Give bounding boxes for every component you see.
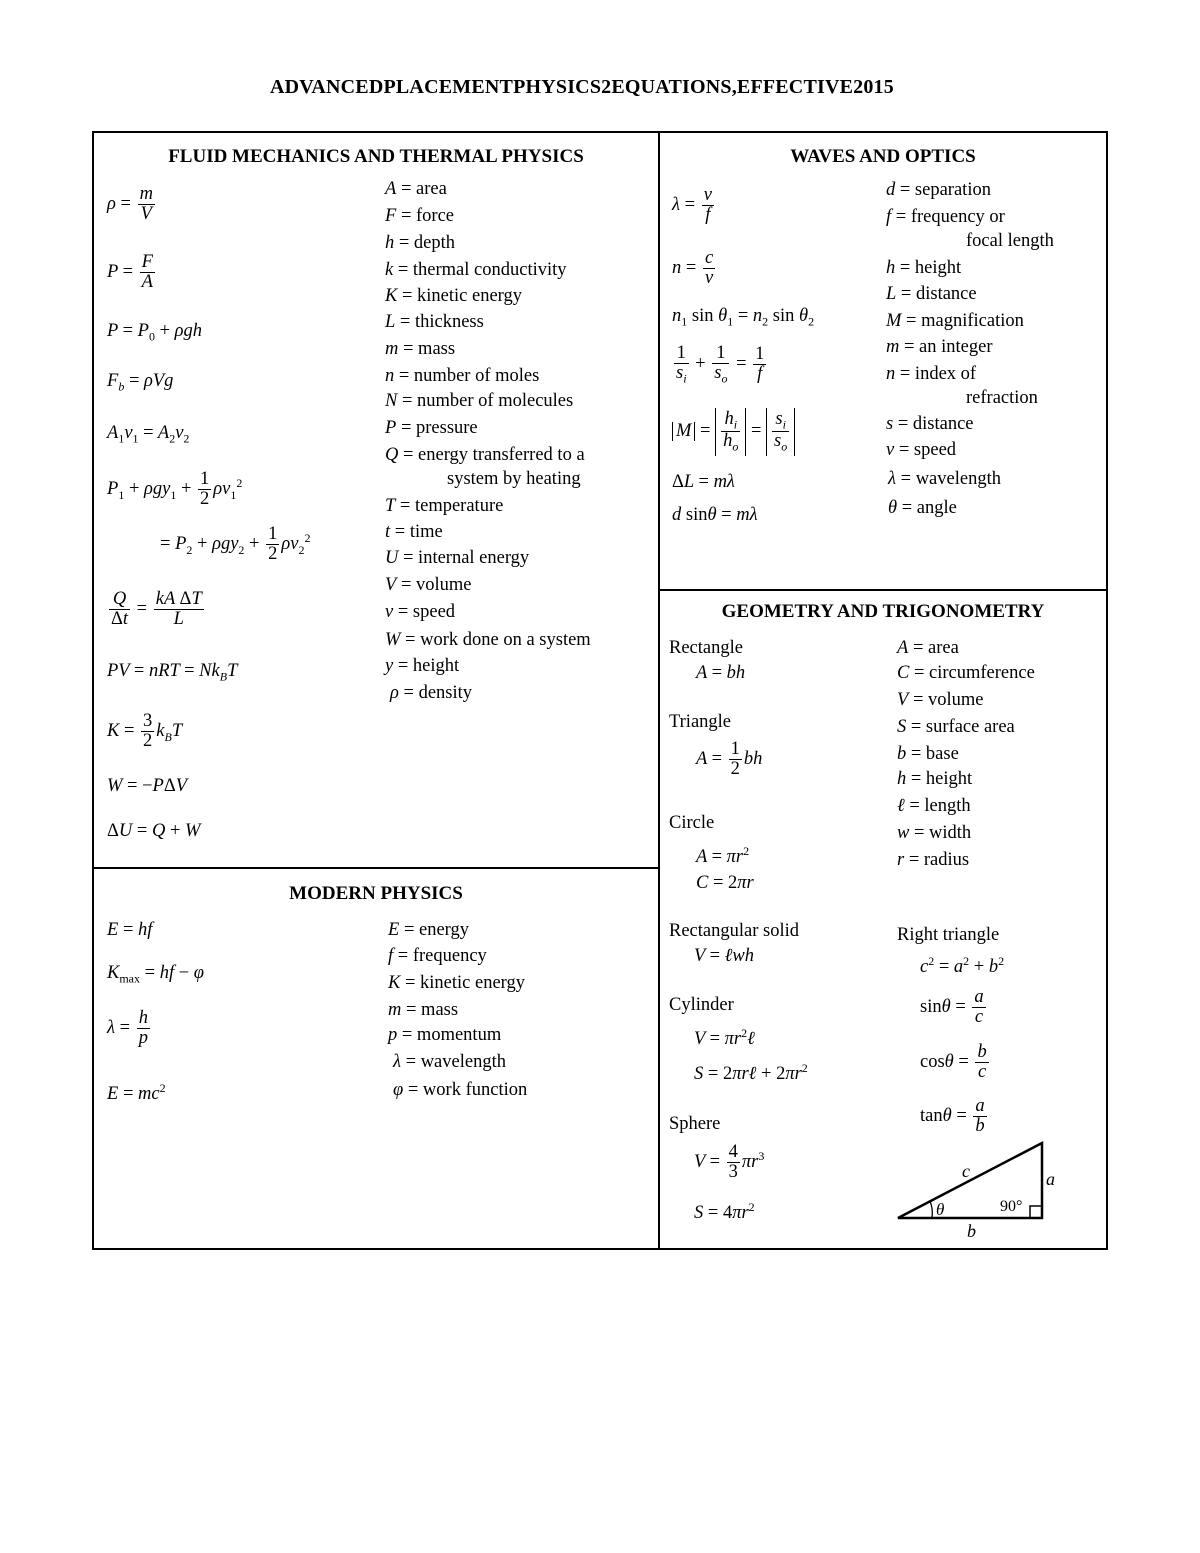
de-broglie-equation: λ = $\frac{h}{p}$ [107,1008,148,1049]
rectangular-solid-label: Rectangular solid [669,921,799,941]
path-difference-equation: ΔL = mλ [672,472,735,492]
waves-var-item: n = index of [886,364,977,384]
geometry-var-item: r = radius [897,850,970,870]
modern-heading: MODERN PHYSICS [289,883,463,904]
buoyancy-equation: $F_b = \rho Vg$ [107,371,174,394]
sphere-label: Sphere [669,1114,721,1134]
waves-var-item: d = separation [886,180,991,200]
mass-energy-equation: $E = mc^2$ [107,1081,166,1105]
tangent-equation: tanθ = $\frac{a}{b}$ [920,1096,985,1137]
waves-var-item: s = distance [886,414,974,434]
work-equation: W = −PΔV [107,776,188,796]
hypotenuse-label: c [962,1161,970,1181]
waves-var-item: M = magnification [886,311,1024,331]
photon-energy-equation: E = hf [107,920,153,940]
sphere-volume-equation: V = $\frac{4}{3}$ $\pi r^3$ [694,1142,765,1183]
sphere-surface-equation: $S = 4\pi r^2$ [694,1200,755,1224]
fluid-heading: FLUID MECHANICS AND THERMAL PHYSICS [168,146,584,167]
fluid-var-continuation: system by heating [447,469,581,489]
fluid-var-item: U = internal energy [385,548,530,568]
density-equation: ρ = $\frac{m}{V}$ [107,184,153,225]
thin-lens-equation: $\frac{1}{s_i}$ + $\frac{1}{s_o}$ = $\frac{1}{f}$ [676,343,765,387]
fluid-var-item: A = area [385,179,447,199]
geometry-var-item: V = volume [897,690,984,710]
right-triangle-label: Right triangle [897,925,1000,945]
kinetic-energy-gas-equation: K = $\frac{3}{2}$ $k_BT$ [107,711,183,752]
circle-label: Circle [669,813,715,833]
fluid-var-item: t = time [385,522,443,542]
hydrostatic-pressure-equation: $P = P_0 + \rho gh$ [107,321,203,344]
continuity-equation: $A_1v_1 = A_2v_2$ [107,423,190,446]
photoelectric-equation: $K_{max}$ = hf − φ [107,963,205,986]
cylinder-volume-equation: $V = \pi r^2\ell$ [694,1026,755,1050]
magnification-equation: M = $\frac{h_i}{h_o}$ = $\frac{s_i}{s_o}$ [672,408,795,456]
fluid-var-item: K = kinetic energy [385,286,522,306]
modern-var-item: p = momentum [388,1025,502,1045]
waves-var-item: f = frequency or [886,207,1005,227]
fluid-var-item: y = height [385,656,460,676]
fluid-var-item: k = thermal conductivity [385,260,567,280]
modern-var-item: K = kinetic energy [388,973,525,993]
theta-label: θ [936,1200,945,1219]
cylinder-label: Cylinder [669,995,734,1015]
column-divider [658,131,660,1250]
fluid-var-item: W = work done on a system [385,630,591,650]
geometry-var-item: S = surface area [897,717,1015,737]
page-title: ADVANCEDPLACEMENTPHYSICS2EQUATIONS,EFFECTIVE2015 [270,76,894,98]
snells-law-equation: $n_1$ $\sin \theta_1 = n_2$ $\sin \theta_2$ [672,306,815,329]
fluid-var-item: m = mass [385,339,456,359]
fluid-var-item: T = temperature [385,496,504,516]
geometry-var-item: A = area [897,638,959,658]
circle-area-equation: $A = \pi r^2$ [696,844,750,868]
fluid-var-item: n = number of moles [385,366,540,386]
cosine-equation: cosθ = $\frac{b}{c}$ [920,1042,987,1083]
wave-speed-equation: λ = $\frac{v}{f}$ [672,185,712,226]
waves-var-item: m = an integer [886,337,993,357]
rectangle-label: Rectangle [669,638,743,658]
cylinder-surface-equation: S = 2πrℓ + $2\pi r^2$ [694,1061,808,1085]
waves-var-continuation: focal length [966,231,1054,251]
modern-var-item: E = energy [388,920,469,940]
adjacent-side-label: b [967,1221,976,1241]
waves-var-continuation: refraction [966,388,1038,408]
waves-var-item: h = height [886,258,962,278]
pythagorean-equation: $c^2 = a^2 + b^2$ [920,954,1005,978]
fluid-var-item: v = speed [385,602,456,622]
triangle-label: Triangle [669,712,732,732]
waves-heading: WAVES AND OPTICS [790,146,976,167]
modern-var-item: m = mass [388,1000,459,1020]
geometry-heading: GEOMETRY AND TRIGONOMETRY [721,601,1045,622]
waves-var-item: λ = wavelength [888,469,1001,489]
rectangular-solid-volume-equation: V = ℓwh [694,946,754,966]
geometry-var-item: b = base [897,744,959,764]
sine-equation: sinθ = $\frac{a}{c}$ [920,987,984,1028]
fluid-var-item: P = pressure [385,418,478,438]
right-angle-label: 90° [1000,1198,1023,1215]
modern-var-item: λ = wavelength [393,1052,506,1072]
diffraction-grating-equation: d sinθ = mλ [672,505,758,525]
right-angle-marker [1030,1206,1042,1218]
right-triangle-diagram [890,1135,1070,1245]
opposite-side-label: a [1046,1169,1055,1189]
modern-var-item: f = frequency [388,946,487,966]
heat-conduction-equation: $\frac{Q}{\Delta t}$ = $\frac{\text{kA ΔT}}{L}$ [111,589,202,630]
geometry-var-item: w = width [897,823,972,843]
geometry-var-item: h = height [897,769,973,789]
angle-arc [930,1201,932,1218]
left-section-divider [92,867,659,869]
geometry-var-item: ℓ = length [897,796,971,816]
fluid-var-item: N = number of molecules [385,391,574,411]
waves-var-item: L = distance [886,284,977,304]
pressure-equation: P = $\frac{F}{A}$ [107,252,153,293]
waves-var-item: v = speed [886,440,957,460]
fluid-var-item: Q = energy transferred to a [385,445,585,465]
index-of-refraction-equation: n = $\frac{c}{v}$ [672,248,714,289]
geometry-var-item: C = circumference [897,663,1035,683]
bernoulli-equation-right: = $P_2 + \rho gy_2$ + $\frac{1}{2}$ $\rho v_2^2$ [160,524,311,565]
fluid-var-item: L = thickness [385,312,484,332]
fluid-var-item: ρ = density [390,683,473,703]
fluid-var-item: h = depth [385,233,456,253]
bernoulli-equation-left: $P_1 + \rho gy_1$ + $\frac{1}{2}$ $\rho v_1^2$ [107,469,243,510]
first-law-equation: ΔU = Q + W [107,821,201,841]
modern-var-item: φ = work function [393,1080,528,1100]
circumference-equation: C = 2πr [696,873,754,893]
waves-var-item: θ = angle [888,498,957,518]
ideal-gas-equation: PV = nRT = $Nk_BT$ [107,661,238,684]
triangle-area-equation: A = $\frac{1}{2}$ bh [696,739,763,780]
rectangle-area-equation: A = bh [696,663,746,683]
fluid-var-item: V = volume [385,575,472,595]
right-section-divider [658,589,1108,591]
fluid-var-item: F = force [385,206,454,226]
